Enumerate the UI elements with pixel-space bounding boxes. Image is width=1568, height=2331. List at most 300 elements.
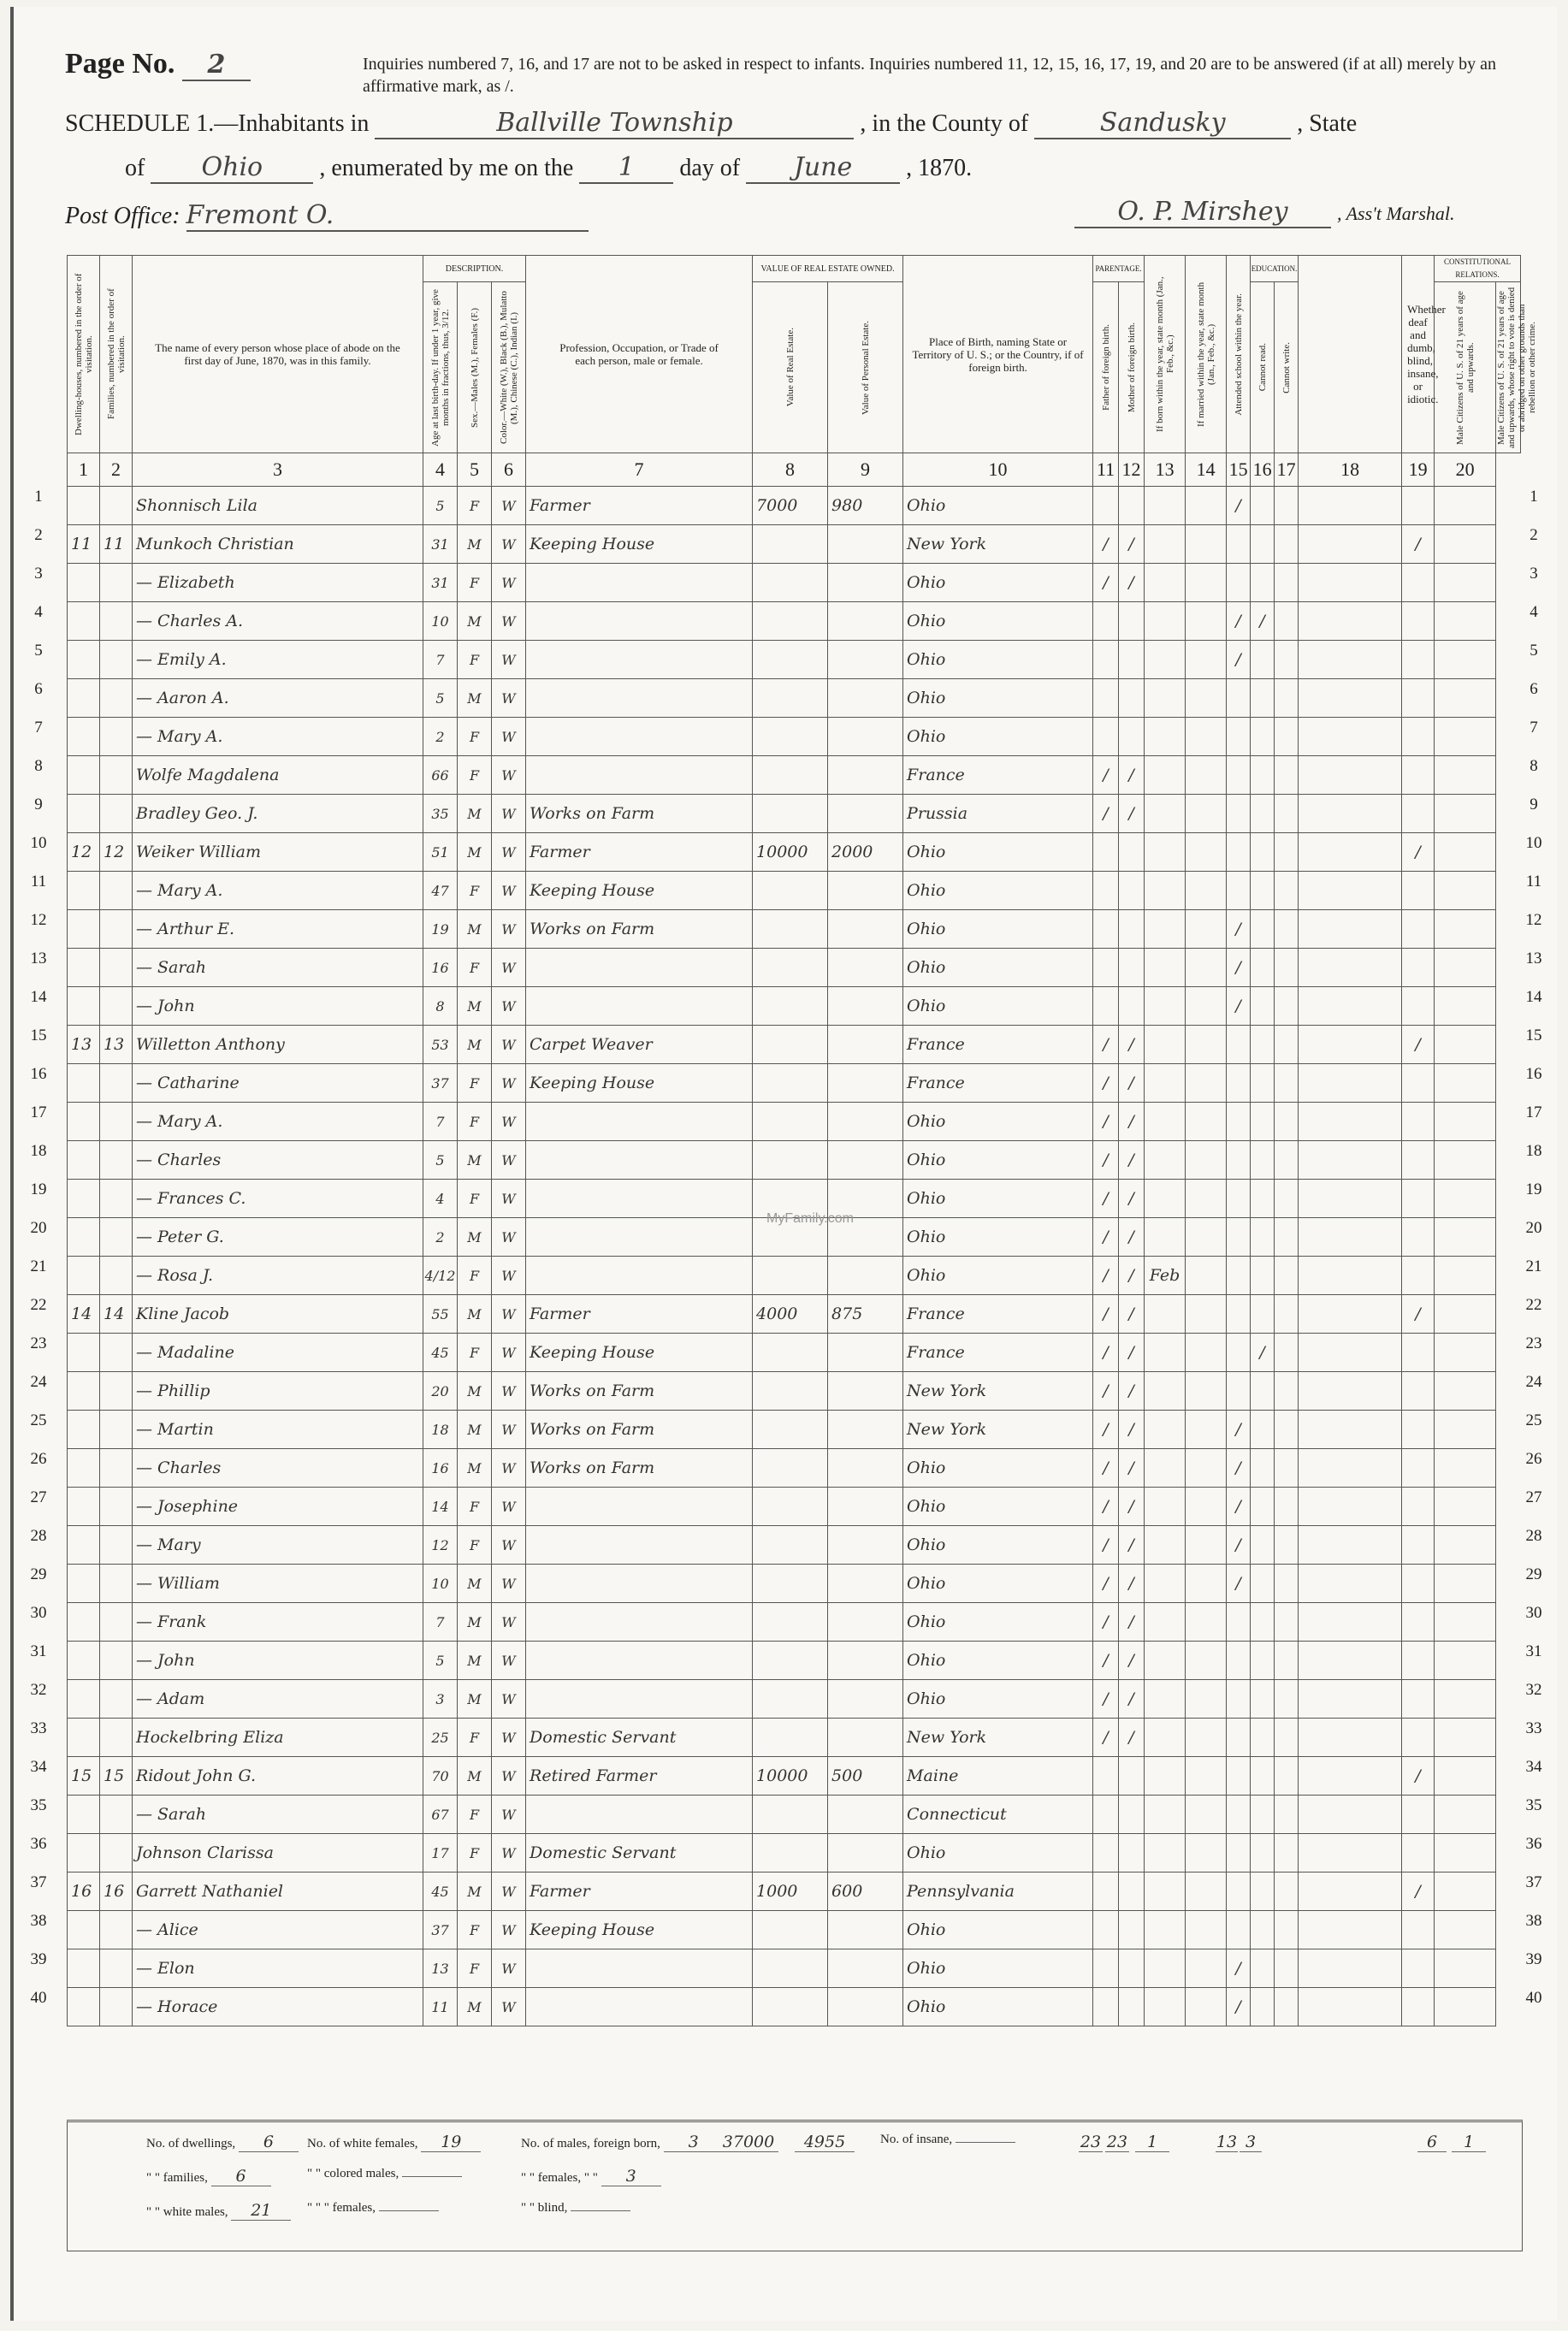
birthplace: Ohio [903,872,1093,910]
dwelling-number [68,1449,100,1488]
sex: M [458,1449,492,1488]
citizen-mark: / [1402,1026,1435,1064]
person-name: Hockelbring Eliza [133,1719,423,1757]
line-number: 10 [30,834,47,852]
line-number: 3 [1530,565,1538,583]
citizen-mark [1402,949,1435,987]
sex: M [458,1565,492,1603]
disability [1299,1796,1402,1834]
line-number: 9 [1530,796,1538,813]
table-row [68,1949,1521,1988]
family-number [100,1911,133,1949]
father-foreign-mark [1093,1872,1119,1911]
person-name: — William [133,1565,423,1603]
color: W [492,1411,526,1449]
denied-vote-mark [1435,1372,1496,1411]
cannot-read-mark [1251,1642,1275,1680]
table-row [68,1334,1521,1372]
disability [1299,1680,1402,1719]
table-row [68,795,1521,833]
birthplace: Ohio [903,1603,1093,1642]
dwelling-number [68,872,100,910]
table-row [68,1295,1521,1334]
line-number: 14 [30,988,47,1006]
color: W [492,1064,526,1103]
cannot-read-mark [1251,910,1275,949]
occupation [526,679,753,718]
born-in-year [1145,641,1186,679]
line-number: 10 [1525,834,1542,852]
occupation [526,564,753,602]
citizen-mark [1402,1411,1435,1449]
school-mark: / [1227,1449,1251,1488]
real-estate-value [753,602,828,641]
table-row [68,1026,1521,1064]
school-mark [1227,1218,1251,1257]
citizen-mark [1402,679,1435,718]
age: 10 [423,1565,458,1603]
father-foreign-mark: / [1093,1334,1119,1372]
dwelling-number: 11 [68,525,100,564]
born-in-year [1145,1911,1186,1949]
birthplace: Ohio [903,1911,1093,1949]
mother-foreign-mark: / [1119,1334,1145,1372]
age: 3 [423,1680,458,1719]
birthplace: Ohio [903,833,1093,872]
age: 66 [423,756,458,795]
sex: M [458,1295,492,1334]
real-estate-value [753,910,828,949]
color: W [492,641,526,679]
age: 20 [423,1372,458,1411]
citizen-mark [1402,1064,1435,1103]
personal-estate-value [828,1411,903,1449]
line-number: 31 [30,1642,47,1660]
father-foreign-mark: / [1093,1103,1119,1141]
cannot-write-mark [1275,1603,1299,1642]
occupation [526,641,753,679]
father-foreign-mark: / [1093,1180,1119,1218]
school-mark [1227,1911,1251,1949]
sex: F [458,1180,492,1218]
line-number: 33 [30,1719,47,1737]
cannot-read-mark [1251,1911,1275,1949]
occupation [526,1141,753,1180]
denied-vote-mark [1435,756,1496,795]
real-estate-value [753,679,828,718]
occupation [526,1642,753,1680]
disability [1299,1026,1402,1064]
born-in-year [1145,1449,1186,1488]
cannot-read-mark [1251,1180,1275,1218]
color: W [492,795,526,833]
disability [1299,525,1402,564]
line-number: 38 [30,1912,47,1930]
cannot-read-mark [1251,1988,1275,2026]
denied-vote-mark [1435,1141,1496,1180]
born-in-year [1145,1295,1186,1334]
disability [1299,1872,1402,1911]
cannot-read-mark [1251,1411,1275,1449]
born-in-year [1145,987,1186,1026]
mother-foreign-mark [1119,1834,1145,1872]
married-in-year [1186,679,1227,718]
denied-vote-mark [1435,1603,1496,1642]
col6-header: Color.—White (W.), Black (B.), Mulatto (M.), Chinese (C.), Indian (I.) [492,282,526,453]
occupation: Farmer [526,1295,753,1334]
table-row [68,1411,1521,1449]
citizen-mark [1402,1642,1435,1680]
denied-vote-mark [1435,1026,1496,1064]
person-name: — Martin [133,1411,423,1449]
colnum: 2 [100,453,133,487]
dwelling-number [68,1372,100,1411]
mother-foreign-mark: / [1119,1642,1145,1680]
person-name: — Frances C. [133,1180,423,1218]
citizen-mark [1402,1372,1435,1411]
mother-foreign-mark: / [1119,1680,1145,1719]
denied-vote-mark [1435,872,1496,910]
disability [1299,487,1402,525]
page-no-value: 2 [182,50,251,81]
occupation: Keeping House [526,1911,753,1949]
county-value: Sandusky [1034,108,1291,139]
married-in-year [1186,641,1227,679]
cannot-read-mark [1251,1449,1275,1488]
personal-estate-value [828,602,903,641]
cannot-write-mark [1275,1372,1299,1411]
occupation [526,1488,753,1526]
married-in-year [1186,756,1227,795]
of-label: of [125,155,145,181]
father-foreign-mark [1093,602,1119,641]
cannot-read-total: 3 [1240,2133,1262,2152]
age: 13 [423,1949,458,1988]
cannot-read-mark [1251,1295,1275,1334]
sex: F [458,872,492,910]
born-in-year [1145,1719,1186,1757]
citizen-mark [1402,1719,1435,1757]
color: W [492,949,526,987]
born-in-year [1145,1334,1186,1372]
occupation [526,1603,753,1642]
sex: F [458,641,492,679]
sex: M [458,679,492,718]
citizen-mark [1402,1180,1435,1218]
denied-vote-mark [1435,1911,1496,1949]
birthplace: Ohio [903,679,1093,718]
disability [1299,1141,1402,1180]
col17-header: Cannot write. [1275,282,1299,453]
col11-header: Father of foreign birth. [1093,282,1119,453]
mother-foreign-mark [1119,1796,1145,1834]
birthplace: Ohio [903,1565,1093,1603]
denied-vote-mark [1435,1872,1496,1911]
colnum: 20 [1435,453,1496,487]
school-mark: / [1227,949,1251,987]
age: 51 [423,833,458,872]
married-in-year [1186,1988,1227,2026]
family-number [100,487,133,525]
constitutional-header: CONSTITUTIONAL RELATIONS. [1435,256,1521,282]
family-number [100,756,133,795]
real-estate-value [753,1834,828,1872]
person-name: — Horace [133,1988,423,2026]
cannot-read-mark [1251,641,1275,679]
personal-estate-value [828,1796,903,1834]
occupation: Keeping House [526,1334,753,1372]
family-number: 16 [100,1872,133,1911]
age: 37 [423,1911,458,1949]
cannot-read-mark [1251,987,1275,1026]
citizen-mark [1402,1796,1435,1834]
line-number: 29 [30,1565,47,1583]
cannot-write-mark [1275,1141,1299,1180]
cannot-write-mark [1275,1218,1299,1257]
person-name: — Mary A. [133,872,423,910]
color: W [492,679,526,718]
line-number: 21 [30,1257,47,1275]
birthplace: France [903,1334,1093,1372]
cannot-read-mark: / [1251,1334,1275,1372]
citizen-mark [1402,1141,1435,1180]
sex: M [458,1603,492,1642]
line-number: 26 [30,1450,47,1468]
state-value: Ohio [151,152,313,184]
sex: M [458,910,492,949]
birthplace: New York [903,1719,1093,1757]
col7-header: Profession, Occupation, or Trade of each person, male or female. [526,256,753,453]
married-in-year [1186,1257,1227,1295]
line-number: 39 [1525,1950,1542,1968]
disability [1299,1218,1402,1257]
disability [1299,833,1402,872]
citizen-mark: / [1402,1757,1435,1796]
birthplace: Ohio [903,1180,1093,1218]
cannot-read-mark [1251,1603,1275,1642]
dwelling-number [68,1334,100,1372]
school-mark [1227,1064,1251,1103]
mother-foreign-mark [1119,641,1145,679]
line-number: 23 [1525,1334,1542,1352]
born-in-year [1145,1141,1186,1180]
denied-vote-mark [1435,1103,1496,1141]
cannot-write-mark [1275,1911,1299,1949]
school-mark [1227,1642,1251,1680]
colnum: 8 [753,453,828,487]
cannot-read-mark [1251,1372,1275,1411]
table-row [68,1872,1521,1911]
color: W [492,1603,526,1642]
mother-foreign-mark: / [1119,1449,1145,1488]
married-in-year [1186,1680,1227,1719]
disability [1299,1642,1402,1680]
color: W [492,1642,526,1680]
born-in-year [1145,1488,1186,1526]
personal-estate-value: 600 [828,1872,903,1911]
blind-total: " " blind, [521,2201,630,2216]
table-row [68,1565,1521,1603]
line-number: 19 [30,1180,47,1198]
family-number [100,718,133,756]
father-foreign-mark [1093,987,1119,1026]
age: 45 [423,1334,458,1372]
line-number: 37 [30,1873,47,1891]
born-in-year [1145,1603,1186,1642]
cannot-write-mark [1275,795,1299,833]
cannot-read-mark [1251,1064,1275,1103]
table-row [68,602,1521,641]
line-number: 13 [30,950,47,967]
father-foreign-mark: / [1093,1295,1119,1334]
citizen-mark [1402,1834,1435,1872]
foreign-males-total: No. of males, foreign born, 3 [521,2133,724,2152]
sex: F [458,1103,492,1141]
table-row [68,949,1521,987]
table-row [68,910,1521,949]
mother-foreign-mark [1119,910,1145,949]
school-mark [1227,756,1251,795]
line-number: 4 [34,603,43,621]
cannot-read-mark [1251,718,1275,756]
cannot-write-mark [1275,1334,1299,1372]
family-number [100,1064,133,1103]
school-mark: / [1227,1988,1251,2026]
dwelling-number [68,1411,100,1449]
sex: F [458,1257,492,1295]
cannot-write-mark [1275,1719,1299,1757]
cannot-write-mark [1275,1526,1299,1565]
line-number: 3 [34,565,43,583]
dwelling-number [68,718,100,756]
family-number: 13 [100,1026,133,1064]
mother-foreign-mark: / [1119,1257,1145,1295]
denied-vote-mark [1435,1411,1496,1449]
birthplace: Maine [903,1757,1093,1796]
cannot-write-mark [1275,1949,1299,1988]
line-number: 6 [34,680,43,698]
birthplace: Ohio [903,641,1093,679]
dwelling-number [68,1526,100,1565]
line-number: 23 [30,1334,47,1352]
occupation: Farmer [526,833,753,872]
family-number [100,679,133,718]
disability [1299,679,1402,718]
line-number: 1 [1530,488,1538,506]
occupation [526,1526,753,1565]
line-number: 11 [30,873,47,890]
married-in-year [1186,987,1227,1026]
citizen-mark [1402,1680,1435,1719]
schedule-line [65,108,1357,139]
school-mark: / [1227,1526,1251,1565]
line-number: 22 [1525,1296,1542,1314]
family-number [100,1988,133,2026]
disability [1299,1257,1402,1295]
denied-vote-mark [1435,910,1496,949]
family-number [100,1141,133,1180]
citizen-mark [1402,487,1435,525]
table-row [68,1988,1521,2026]
married-in-year [1186,1372,1227,1411]
born-in-year-total: 1 [1135,2133,1169,2152]
school-mark [1227,1603,1251,1642]
person-name: Johnson Clarissa [133,1834,423,1872]
person-name: — Charles [133,1141,423,1180]
real-estate-value [753,1064,828,1103]
disability [1299,564,1402,602]
dwelling-number [68,564,100,602]
citizen-mark [1402,1334,1435,1372]
cannot-read-mark [1251,1757,1275,1796]
birthplace: France [903,1026,1093,1064]
personal-estate-value [828,718,903,756]
value-header: VALUE OF REAL ESTATE OWNED. [753,256,903,282]
disability [1299,1372,1402,1411]
month-value: June [746,152,900,184]
father-foreign-mark: / [1093,1064,1119,1103]
cannot-write-mark [1275,1834,1299,1872]
person-name: — Sarah [133,949,423,987]
father-foreign-mark: / [1093,1218,1119,1257]
color: W [492,1834,526,1872]
colnum: 13 [1145,453,1186,487]
born-in-year [1145,1680,1186,1719]
person-name: Weiker William [133,833,423,872]
personal-estate-value [828,1680,903,1719]
sex: F [458,1911,492,1949]
personal-estate-value [828,949,903,987]
age: 25 [423,1719,458,1757]
citizen-mark: / [1402,525,1435,564]
person-name: Kline Jacob [133,1295,423,1334]
disability [1299,949,1402,987]
cannot-read-mark [1251,872,1275,910]
col13-header: If born within the year, state month (Jan., Feb., &c.) [1145,256,1186,453]
mother-foreign-mark [1119,602,1145,641]
color: W [492,1526,526,1565]
denied-vote-mark [1435,795,1496,833]
table-row [68,1064,1521,1103]
school-mark: / [1227,1565,1251,1603]
person-name: — Alice [133,1911,423,1949]
school-mark: / [1227,1411,1251,1449]
occupation: Works on Farm [526,795,753,833]
mother-foreign-mark [1119,1988,1145,2026]
real-estate-value [753,1680,828,1719]
color: W [492,1180,526,1218]
day-of-label: day of [679,155,741,181]
watermark: MyFamily.com [766,1211,854,1226]
birthplace: Ohio [903,949,1093,987]
cannot-write-mark [1275,1796,1299,1834]
disability [1299,1526,1402,1565]
mother-foreign-mark [1119,1911,1145,1949]
family-number [100,1411,133,1449]
schedule-label: SCHEDULE 1.—Inhabitants in [65,110,370,137]
line-number: 30 [30,1604,47,1622]
dwelling-number [68,1603,100,1642]
cannot-read-mark [1251,1103,1275,1141]
father-foreign-mark: / [1093,1488,1119,1526]
birthplace: Ohio [903,564,1093,602]
line-number: 38 [1525,1912,1542,1930]
cannot-write-mark [1275,641,1299,679]
mother-foreign-mark: / [1119,1103,1145,1141]
dwelling-number [68,756,100,795]
line-number: 34 [30,1758,47,1776]
line-number: 35 [30,1796,47,1814]
